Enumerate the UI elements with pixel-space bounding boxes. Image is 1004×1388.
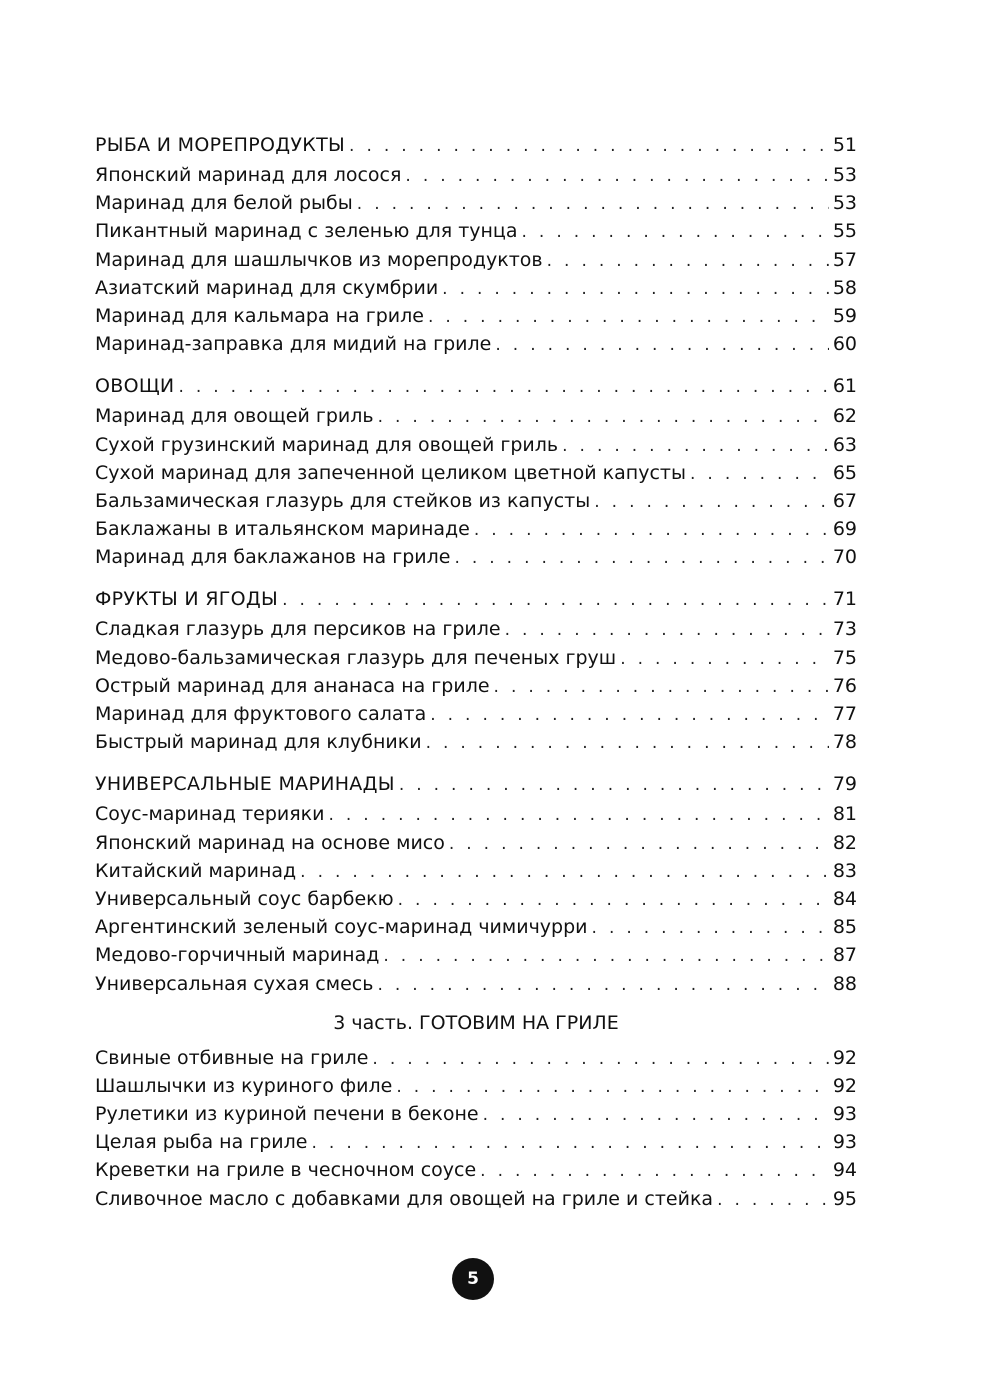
toc-page-number: 85: [832, 916, 857, 939]
toc-entry-title: Маринад для шашлычков из морепродуктов: [95, 248, 543, 271]
toc-entry[interactable]: [95, 672, 857, 700]
toc-page-number: 70: [832, 546, 857, 569]
toc-page-number: 53: [832, 192, 857, 215]
toc-entry[interactable]: [95, 970, 857, 998]
dot-leader: [547, 247, 829, 275]
table-of-contents: [95, 130, 857, 1213]
toc-entry[interactable]: [95, 700, 857, 728]
dot-leader: [592, 914, 829, 942]
section-spacer: [95, 571, 857, 584]
toc-entry-title: Шашлычки из куриного филе: [95, 1074, 393, 1097]
toc-page-number: 61: [832, 375, 857, 398]
toc-entry-title: Китайский маринад: [95, 859, 297, 882]
dot-leader: [178, 372, 828, 403]
toc-entry-title: Острый маринад для ананаса на гриле: [95, 674, 490, 697]
toc-page-number: 92: [832, 1046, 857, 1069]
toc-entry[interactable]: [95, 161, 857, 189]
toc-section-heading[interactable]: [95, 584, 857, 615]
toc-entry-title: Универсальный соус барбекю: [95, 887, 394, 910]
toc-page-number: 84: [832, 887, 857, 910]
dot-leader: [620, 645, 829, 673]
toc-entry[interactable]: [95, 913, 857, 941]
dot-leader: [428, 303, 829, 331]
dot-leader: [480, 1157, 829, 1185]
toc-section-heading[interactable]: [95, 130, 857, 161]
page-number-badge: 5: [452, 1258, 494, 1300]
toc-entry-title: Быстрый маринад для клубники: [95, 731, 422, 754]
toc-page-number: 65: [832, 461, 857, 484]
toc-entry[interactable]: [95, 728, 857, 756]
toc-heading-title: ФРУКТЫ И ЯГОДЫ: [95, 588, 279, 611]
toc-entry[interactable]: [95, 644, 857, 672]
dot-leader: [522, 218, 829, 246]
toc-page-number: 87: [832, 944, 857, 967]
toc-entry-title: Аргентинский зеленый соус-маринад чимичурри: [95, 916, 588, 939]
toc-entry-title: Сухой маринад для запеченной целиком цветной капусты: [95, 461, 686, 484]
toc-entry[interactable]: [95, 829, 857, 857]
toc-entry[interactable]: [95, 543, 857, 571]
toc-entry[interactable]: [95, 885, 857, 913]
toc-entry-title: Рулетики из куриной печени в беконе: [95, 1103, 479, 1126]
toc-entry-title: Целая рыба на гриле: [95, 1131, 308, 1154]
dot-leader: [399, 770, 829, 801]
toc-page-number: 92: [832, 1074, 857, 1097]
toc-heading-title: ОВОЩИ: [95, 375, 175, 398]
toc-entry-title: Маринад-заправка для мидий на гриле: [95, 333, 492, 356]
dot-leader: [454, 544, 828, 572]
dot-leader: [349, 131, 829, 162]
toc-entry[interactable]: [95, 515, 857, 543]
dot-leader: [426, 729, 829, 757]
toc-page-number: 82: [832, 831, 857, 854]
toc-entry-title: Японский маринад для лосося: [95, 164, 402, 186]
dot-leader: [495, 331, 828, 359]
toc-entry-title: Азиатский маринад для скумбрии: [95, 276, 439, 299]
toc-entry[interactable]: [95, 330, 857, 358]
dot-leader: [505, 616, 829, 644]
toc-page-number: 63: [832, 433, 857, 456]
dot-leader: [328, 801, 828, 829]
toc-page-number: 81: [832, 803, 857, 826]
toc-entry[interactable]: [95, 1072, 857, 1100]
dot-leader: [378, 403, 829, 431]
toc-entry[interactable]: [95, 487, 857, 515]
dot-leader: [398, 886, 829, 914]
toc-page-number: 73: [832, 618, 857, 641]
section-spacer: [95, 358, 857, 371]
toc-page-number: 59: [832, 304, 857, 327]
dot-leader: [562, 432, 829, 460]
toc-page-number: 88: [832, 972, 857, 995]
toc-page-number: 67: [832, 489, 857, 512]
toc-page-number: 94: [832, 1159, 857, 1182]
toc-entry-title: Универсальная сухая смесь: [95, 972, 374, 995]
toc-page-number: 79: [832, 773, 857, 796]
toc-page-number: 95: [832, 1187, 857, 1210]
dot-leader: [377, 971, 828, 999]
dot-leader: [483, 1101, 829, 1129]
toc-entry-title: Соус-маринад терияки: [95, 803, 325, 826]
dot-leader: [372, 1045, 828, 1073]
toc-entry[interactable]: [95, 1156, 857, 1184]
toc-page-number: 62: [832, 405, 857, 428]
toc-heading-title: УНИВЕРСАЛЬНЫЕ МАРИНАДЫ: [95, 773, 395, 796]
toc-entry-title: Сладкая глазурь для персиков на гриле: [95, 618, 501, 641]
toc-entry[interactable]: [95, 274, 857, 302]
toc-page-number: 75: [832, 646, 857, 669]
dot-leader: [430, 701, 829, 729]
toc-entry-title: Маринад для баклажанов на гриле: [95, 546, 451, 569]
dot-leader: [474, 516, 829, 544]
toc-entry-title: Сухой грузинский маринад для овощей гриль: [95, 433, 559, 456]
toc-entry-title: Баклажаны в итальянском маринаде: [95, 518, 470, 541]
toc-entry-title: Маринад для фруктового салата: [95, 703, 427, 725]
toc-entry-title: Медово-горчичный маринад: [95, 944, 380, 967]
dot-leader: [383, 942, 828, 970]
toc-entry-title: Медово-бальзамическая глазурь для печеных груш: [95, 646, 617, 669]
toc-page-number: 78: [832, 731, 857, 754]
toc-entry-title: Японский маринад на основе мисо: [95, 831, 445, 854]
toc-page-number: 53: [832, 164, 857, 186]
toc-section-heading[interactable]: [95, 371, 857, 402]
dot-leader: [312, 1129, 829, 1157]
toc-entry[interactable]: [95, 941, 857, 969]
dot-leader: [396, 1073, 828, 1101]
dot-leader: [449, 830, 829, 858]
toc-page-number: 55: [832, 220, 857, 243]
toc-entry[interactable]: [95, 1128, 857, 1156]
toc-entry[interactable]: [95, 1044, 857, 1072]
dot-leader: [405, 162, 828, 190]
toc-page-number: 58: [832, 276, 857, 299]
toc-page-number: 83: [832, 859, 857, 882]
toc-entry[interactable]: [95, 615, 857, 643]
toc-entry[interactable]: [95, 1100, 857, 1128]
dot-leader: [594, 488, 829, 516]
toc-section-heading[interactable]: [95, 769, 857, 800]
dot-leader: [494, 673, 829, 701]
toc-entry[interactable]: [95, 459, 857, 487]
dot-leader: [690, 460, 829, 488]
toc-entry-title: Маринад для овощей гриль: [95, 405, 374, 428]
toc-heading-title: РЫБА И МОРЕПРОДУКТЫ: [95, 134, 346, 156]
toc-entry[interactable]: [95, 800, 857, 828]
toc-entry[interactable]: [95, 1185, 857, 1213]
toc-entry[interactable]: [95, 402, 857, 430]
toc-page-number: 69: [832, 518, 857, 541]
toc-entry[interactable]: [95, 246, 857, 274]
dot-leader: [282, 585, 829, 616]
toc-entry[interactable]: [95, 189, 857, 217]
toc-entry-title: Бальзамическая глазурь для стейков из капусты: [95, 489, 591, 512]
toc-page-number: 93: [832, 1103, 857, 1126]
toc-entry[interactable]: [95, 857, 857, 885]
toc-entry-title: Маринад для кальмара на гриле: [95, 304, 424, 327]
toc-page-number: 60: [832, 333, 857, 356]
toc-entry-title: Сливочное масло с добавками для овощей на гриле и стейка: [95, 1187, 714, 1210]
dot-leader: [717, 1186, 829, 1214]
toc-entry[interactable]: [95, 431, 857, 459]
toc-page-number: 71: [832, 588, 857, 611]
toc-entry-title: Пикантный маринад с зеленью для тунца: [95, 220, 518, 243]
toc-page-number: 51: [832, 134, 857, 156]
dot-leader: [300, 858, 829, 886]
toc-page-number: 93: [832, 1131, 857, 1154]
toc-page-number: 76: [832, 674, 857, 697]
part-title: 3 часть. ГОТОВИМ НА ГРИЛЕ: [333, 1011, 619, 1034]
toc-entry-title: Креветки на гриле в чесночном соусе: [95, 1159, 477, 1182]
toc-entry-title: Маринад для белой рыбы: [95, 192, 353, 215]
section-spacer: [95, 756, 857, 769]
toc-page-number: 57: [832, 248, 857, 271]
toc-entry[interactable]: [95, 302, 857, 330]
toc-page-number: 77: [832, 703, 857, 725]
dot-leader: [357, 190, 829, 218]
toc-entry-title: Свиные отбивные на гриле: [95, 1046, 369, 1069]
toc-entry[interactable]: [95, 217, 857, 245]
dot-leader: [442, 275, 829, 303]
